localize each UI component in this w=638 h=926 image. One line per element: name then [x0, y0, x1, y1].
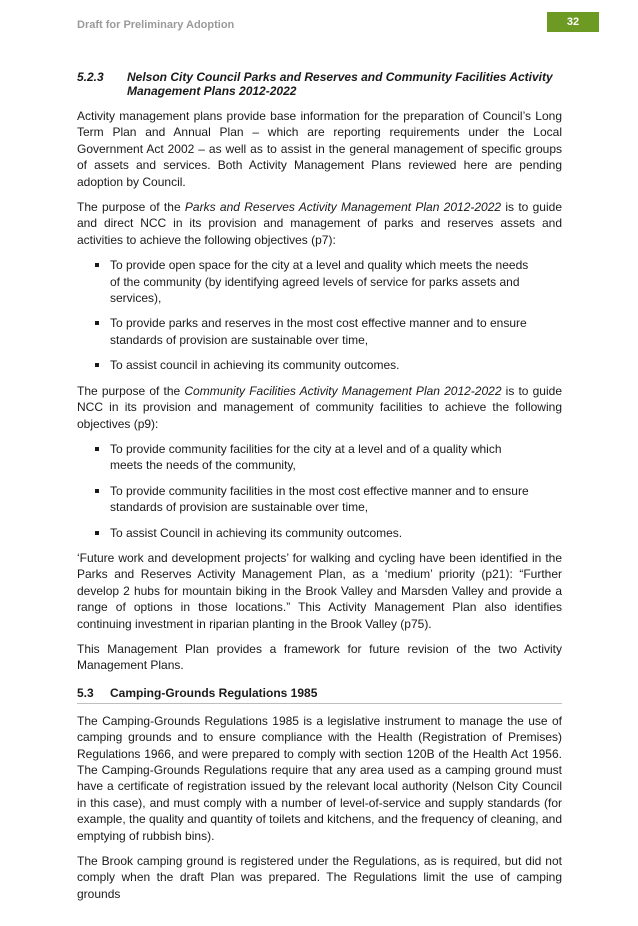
- paragraph-text: The purpose of the: [77, 200, 185, 215]
- paragraph-brook-camping: The Brook camping ground is registered under the Regulations, as is required, but did not comply when the draft Plan was prepared. The Regulations limit the use of camping grounds: [77, 854, 562, 901]
- paragraph-regulations: The Camping-Grounds Regulations 1985 is a legislative instrument to manage the use of camping grounds and to ensure compliance with the Health (Registration of Premises) Regulations 1966, and were prepared to comply with section 120B of the Health Act 1956. The Camping-Grounds Regulations require that any area used as a camping ground must have a certificate of registration issued by the relevant local authority (Nelson City Council in this case), and must comply with a number of level-of-service and supply standards (for example, the quality and quantity of toilets and kitchens, and the frequency of cleaning, and emptying of rubbish bins).: [77, 713, 562, 843]
- paragraph-future-work: ‘Future work and development projects’ for walking and cycling have been identified in the Parks and Reserves Activity Management Plan, as a ‘medium’ priority (p21): “Further develop 2 hubs for mountain biking in the Brook Valley and Marsden Valley and provide a range of options in those locations.” This Activity Management Plan also identifies continuing investment in riparian planting in the Brook Valley (p75).: [77, 550, 562, 631]
- plan-title-italic: Community Facilities Activity Management Plan 2012-2022: [184, 383, 502, 398]
- list-item: To provide community facilities in the most cost effective manner and to ensure standards of provision are sustainable over time,: [77, 483, 562, 516]
- paragraph-text: The purpose of the: [77, 383, 185, 398]
- subsection-number: 5.2.3: [77, 70, 104, 84]
- subsection-title: Nelson City Council Parks and Reserves and Community Facilities Activity Management Plans 2012-2022: [127, 70, 553, 98]
- document-body: [77, 70, 562, 911]
- paragraph-text: is to guide NCC in its provision and management of community facilities to achieve the following objectives (p9):: [77, 383, 562, 431]
- list-item: To provide community facilities for the city at a level and of a quality which meets the needs of the community,: [77, 441, 562, 474]
- list-item: To provide parks and reserves in the most cost effective manner and to ensure standards of provision are sustainable over time,: [77, 315, 562, 348]
- subsection-heading: [77, 70, 562, 98]
- list-item: To assist council in achieving its community outcomes.: [77, 357, 562, 373]
- running-header: Draft for Preliminary Adoption: [77, 19, 235, 31]
- plan-title-italic: Parks and Reserves Activity Management Plan 2012-2022: [184, 200, 502, 215]
- paragraph-framework: This Management Plan provides a framework for future revision of the two Activity Management Plans.: [77, 641, 562, 673]
- list-item: To provide open space for the city at a level and quality which meets the needs of the community (by identifying agreed levels of service for parks assets and services),: [77, 257, 562, 306]
- paragraph-parks-purpose: [77, 199, 562, 248]
- paragraph-activity-plans: Activity management plans provide base information for the preparation of Council’s Long Term Plan and Annual Plan – which are reporting requirements under the Local Government Act 2002 – as well as to assist in the general management of specific groups of assets and services. Both Activity Management Plans reviewed here are pending adoption by Council.: [77, 109, 562, 189]
- parks-objectives-list: [77, 257, 562, 373]
- community-objectives-list: [77, 441, 562, 541]
- page-number-badge: 32: [547, 12, 599, 32]
- section-heading: [77, 686, 562, 704]
- section-title: Camping-Grounds Regulations 1985: [110, 685, 318, 700]
- paragraph-community-purpose: [77, 383, 562, 432]
- paragraph-text: is to guide and direct NCC in its provision and management of parks and reserves assets and activities to achieve the following objectives (p7):: [77, 200, 562, 247]
- list-item: To assist Council in achieving its community outcomes.: [77, 525, 562, 541]
- section-number: 5.3: [77, 685, 94, 700]
